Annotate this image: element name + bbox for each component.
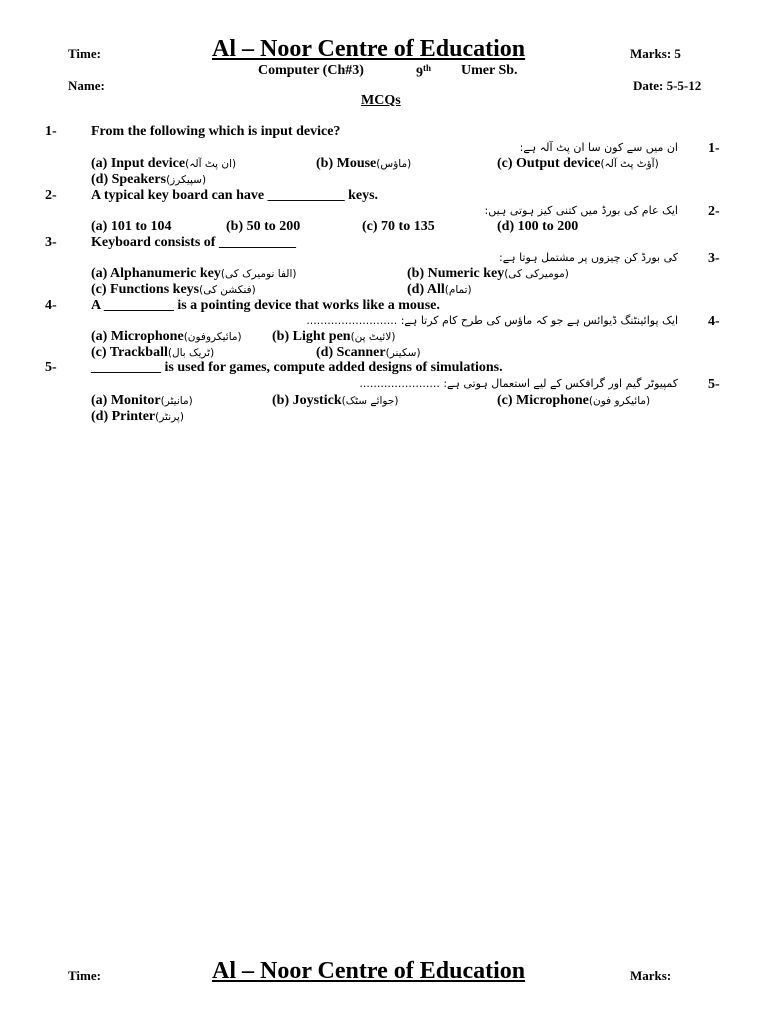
option-b: (b) Numeric key(مومیرکی کی) bbox=[407, 266, 569, 281]
footer-school-title: Al – Noor Centre of Education bbox=[212, 958, 526, 984]
question-text: From the following which is input device? bbox=[91, 124, 341, 139]
school-title: Al – Noor Centre of Education bbox=[212, 36, 526, 62]
question-text: Keyboard consists of ___________ bbox=[91, 235, 296, 250]
option-c: (c) Functions keys(فنکشن کی) bbox=[91, 282, 256, 297]
question-urdu: کی بورڈ کن چیزوں پر مشتمل ہوتا ہے: bbox=[498, 251, 678, 264]
question-urdu: ایک پوائینٹنگ ڈیوائس ہے جو کہ ماؤس کی طرح کام کرتا ہے: .......................... bbox=[306, 314, 678, 327]
question-urdu: ایک عام کی بورڈ میں کتنی کیز ہوتی ہیں: bbox=[484, 204, 678, 217]
option-c: (c) Trackball(ٹریک بال) bbox=[91, 345, 215, 360]
question-number: 4- bbox=[45, 298, 57, 313]
option-a: (a) Alphanumeric key(الفا نومیرک کی) bbox=[91, 266, 297, 281]
question-text: __________ is used for games, compute added designs of simulations. bbox=[91, 360, 503, 375]
option-d: (d) Printer(پرنٹر) bbox=[91, 409, 184, 424]
section-title: MCQs bbox=[361, 93, 401, 108]
option-b: (b) 50 to 200 bbox=[226, 219, 301, 234]
option-a: (a) Monitor(مانیٹر) bbox=[91, 393, 193, 408]
question-urdu: ان میں سے کون سا ان پٹ آلہ ہے: bbox=[519, 141, 678, 154]
option-c: (c) 70 to 135 bbox=[362, 219, 435, 234]
option-a: (a) Microphone(مائیکروفون) bbox=[91, 329, 242, 344]
option-d: (d) Scanner(سکینر) bbox=[316, 345, 421, 360]
class-label: 9th bbox=[416, 63, 432, 81]
question-number: 2- bbox=[45, 188, 57, 203]
option-c: (c) Output device(آؤٹ پٹ آلہ) bbox=[497, 156, 659, 171]
option-d: (d) 100 to 200 bbox=[497, 219, 579, 234]
question-urdu-number: 2- bbox=[708, 204, 720, 219]
option-a: (a) 101 to 104 bbox=[91, 219, 172, 234]
time-label: Time: bbox=[68, 46, 101, 61]
option-b: (b) Mouse(ماؤس) bbox=[316, 156, 412, 171]
option-b: (b) Light pen(لائیٹ پن) bbox=[272, 329, 396, 344]
question-number: 3- bbox=[45, 235, 57, 250]
option-d: (d) Speakers(سپیکرز) bbox=[91, 172, 207, 187]
question-urdu-number: 1- bbox=[708, 141, 720, 156]
question-text: A __________ is a pointing device that works like a mouse. bbox=[91, 298, 440, 313]
footer-marks-label: Marks: bbox=[630, 968, 672, 983]
question-number: 1- bbox=[45, 124, 57, 139]
marks-label: Marks: 5 bbox=[630, 46, 681, 61]
question-number: 5- bbox=[45, 360, 57, 375]
name-label: Name: bbox=[68, 78, 105, 93]
option-a: (a) Input device(ان پٹ آلہ) bbox=[91, 156, 237, 171]
question-urdu: کمپیوٹر گیم اور گرافکس کے لیے استعمال ہوتی ہے: ....................... bbox=[359, 377, 678, 390]
option-c: (c) Microphone(مائیکرو فون) bbox=[497, 393, 651, 408]
question-urdu-number: 4- bbox=[708, 314, 720, 329]
question-urdu-number: 3- bbox=[708, 251, 720, 266]
date-label: Date: 5-5-12 bbox=[633, 78, 702, 93]
teacher-label: Umer Sb. bbox=[461, 63, 518, 78]
footer-time-label: Time: bbox=[68, 968, 101, 983]
question-text: A typical key board can have ___________ keys. bbox=[91, 188, 379, 203]
question-urdu-number: 5- bbox=[708, 377, 720, 392]
subject-label: Computer (Ch#3) bbox=[258, 63, 364, 78]
option-b: (b) Joystick(جوائے سٹک) bbox=[272, 393, 399, 408]
option-d: (d) All(تمام) bbox=[407, 282, 472, 297]
